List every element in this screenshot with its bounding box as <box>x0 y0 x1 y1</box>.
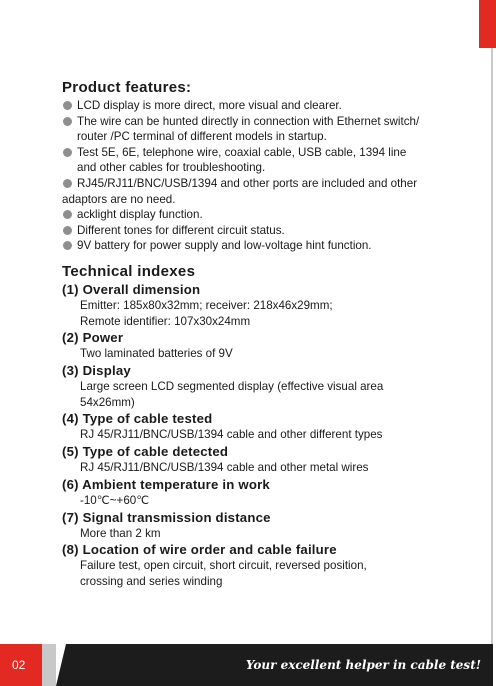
feature-line: LCD display is more direct, more visual and clearer. <box>77 99 342 112</box>
tech-section-line: Emitter: 185x80x32mm; receiver: 218x46x29mm; <box>80 298 333 312</box>
tech-sections <box>62 281 482 590</box>
feature-line: Different tones for different circuit status. <box>77 223 285 237</box>
red-corner-tab <box>479 0 496 48</box>
tech-section <box>62 443 482 476</box>
tech-section <box>62 541 482 589</box>
feature-item <box>62 223 482 239</box>
bullet-icon <box>63 226 72 235</box>
tech-section-line: RJ 45/RJ11/BNC/USB/1394 cable and other metal wires <box>80 461 369 475</box>
feature-item <box>62 98 482 114</box>
tech-section-heading: (8) Location of wire order and cable failure <box>62 542 337 558</box>
tech-section-heading: (1) Overall dimension <box>62 281 201 297</box>
feature-item <box>62 145 482 176</box>
tech-section-line: Remote identifier: 107x30x24mm <box>80 314 251 328</box>
feature-line: acklight display function. <box>77 208 203 222</box>
tech-section-heading: (5) Type of cable detected <box>62 444 229 460</box>
tech-section-line: -10℃~+60℃ <box>80 493 150 507</box>
page-number: 02 <box>12 658 26 672</box>
tech-section-line: crossing and series winding <box>80 574 223 588</box>
tech-section-line: 54x26mm) <box>80 395 135 409</box>
features-list <box>62 98 482 254</box>
feature-line: Test 5E, 6E, telephone wire, coaxial cable, USB cable, 1394 line <box>77 145 407 159</box>
feature-line: and other cables for troubleshooting. <box>77 161 266 175</box>
features-title: Product features: <box>62 79 192 96</box>
tech-section <box>62 509 482 542</box>
feature-line: adaptors are no need. <box>62 192 176 206</box>
content <box>62 78 482 590</box>
bullet-icon <box>63 117 72 126</box>
bullet-icon <box>63 148 72 157</box>
bullet-icon <box>63 241 72 250</box>
tech-section <box>62 329 482 362</box>
feature-line: The wire can be hunted directly in connection with Ethernet switch/ <box>77 114 420 128</box>
bullet-icon <box>63 101 72 110</box>
feature-item <box>62 238 482 254</box>
tech-section-heading: (2) Power <box>62 330 124 346</box>
feature-item <box>62 176 482 207</box>
tech-title: Technical indexes <box>62 262 196 280</box>
feature-line: RJ45/RJ11/BNC/USB/1394 and other ports are included and other <box>77 176 418 190</box>
tech-section-heading: (6) Ambient temperature in work <box>62 476 270 492</box>
feature-line: 9V battery for power supply and low-voltage hint function. <box>77 239 372 253</box>
tech-section <box>62 362 482 410</box>
footer-bar <box>0 644 493 686</box>
tech-section <box>62 410 482 443</box>
tech-section-line: Large screen LCD segmented display (effective visual area <box>80 380 384 394</box>
bullet-icon <box>63 179 72 188</box>
footer-slogan: Your excellent helper in cable test! <box>245 658 481 672</box>
tech-section-line: RJ 45/RJ11/BNC/USB/1394 cable and other different types <box>80 428 383 442</box>
feature-item <box>62 114 482 145</box>
tech-section <box>62 281 482 329</box>
tech-section <box>62 476 482 509</box>
tech-section-line: More than 2 km <box>80 526 161 540</box>
tech-section-heading: (4) Type of cable tested <box>62 411 213 427</box>
feature-item <box>62 207 482 223</box>
bullet-icon <box>63 210 72 219</box>
tech-section-line: Failure test, open circuit, short circuit, reversed position, <box>80 559 367 573</box>
tech-section-line: Two laminated batteries of 9V <box>80 347 233 361</box>
feature-line: router /PC terminal of different models in startup. <box>77 130 327 144</box>
tech-section-heading: (7) Signal transmission distance <box>62 509 271 525</box>
tech-section-heading: (3) Display <box>62 363 131 379</box>
